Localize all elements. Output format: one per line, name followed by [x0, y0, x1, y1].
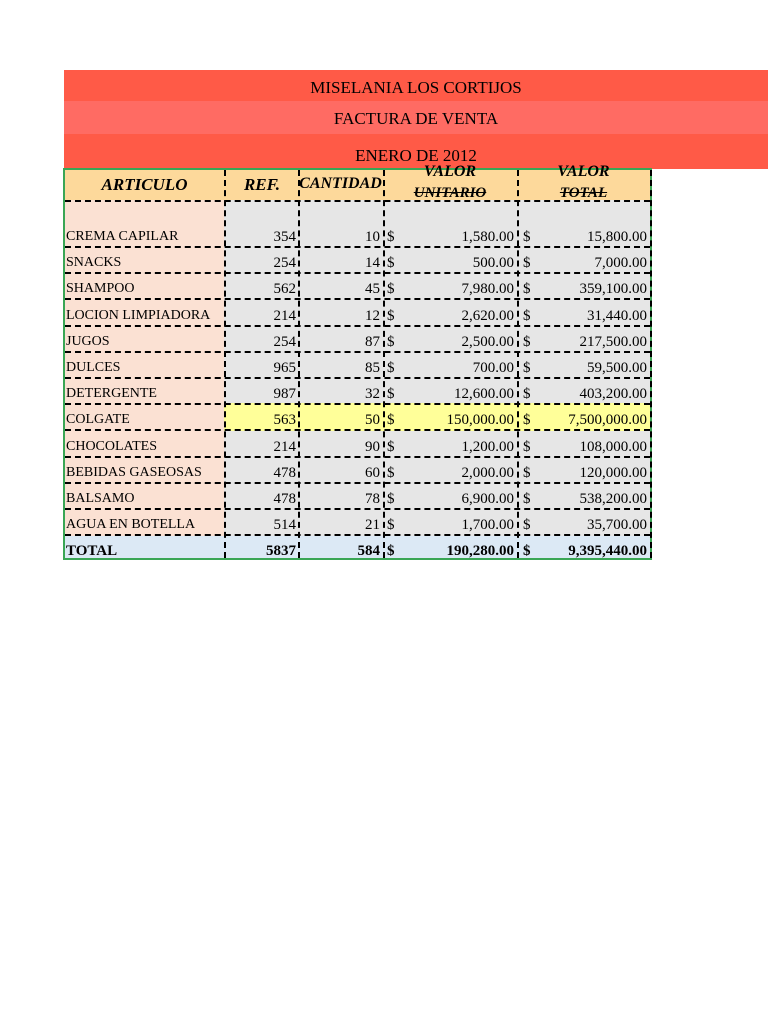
currency-symbol: $ — [387, 307, 395, 324]
currency-symbol: $ — [387, 491, 395, 507]
row-divider — [65, 482, 650, 484]
column-divider — [298, 170, 300, 558]
cantidad-cell: 60 — [365, 464, 380, 481]
table-row — [65, 405, 650, 431]
cantidad-cell: 12 — [365, 307, 380, 324]
valor-total-cell: 9,395,440.00 — [568, 543, 647, 560]
ref-cell: 562 — [273, 281, 296, 298]
ref-cell: 254 — [273, 255, 296, 272]
ref-cell: 965 — [273, 360, 296, 376]
cantidad-cell: 10 — [365, 229, 380, 245]
articulo-cell: DULCES — [66, 360, 121, 375]
row-divider — [65, 246, 650, 248]
column-divider — [224, 170, 226, 558]
currency-symbol: $ — [387, 464, 395, 481]
row-divider — [65, 351, 650, 353]
valor-total-cell: 15,800.00 — [587, 229, 647, 245]
store-title: MISELANIA LOS CORTIJOS — [310, 78, 522, 97]
currency-symbol: $ — [387, 281, 395, 298]
currency-symbol: $ — [387, 517, 395, 534]
row-divider — [65, 377, 650, 379]
currency-symbol: $ — [523, 517, 531, 534]
cantidad-cell: 45 — [365, 281, 380, 298]
table-row — [65, 353, 650, 379]
currency-symbol: $ — [523, 491, 531, 507]
valor-unitario-cell: 150,000.00 — [446, 412, 514, 429]
currency-symbol: $ — [387, 386, 395, 403]
currency-symbol: $ — [523, 229, 531, 245]
articulo-cell: JUGOS — [66, 333, 110, 349]
articulo-cell: TOTAL — [66, 543, 118, 560]
header-ref: REF. — [243, 175, 281, 194]
cantidad-cell: 14 — [365, 255, 380, 272]
table-row — [65, 301, 650, 327]
valor-total-cell: 403,200.00 — [579, 386, 647, 403]
row-divider — [65, 403, 650, 405]
table-row — [65, 248, 650, 274]
column-divider — [517, 170, 519, 558]
currency-symbol: $ — [523, 307, 531, 324]
currency-symbol: $ — [523, 464, 531, 481]
currency-symbol: $ — [387, 333, 395, 350]
header-cantidad: CANTIDAD — [299, 175, 382, 192]
cantidad-cell: 50 — [365, 412, 380, 429]
valor-unitario-cell: 2,500.00 — [461, 333, 514, 350]
row-divider — [65, 200, 650, 202]
ref-cell: 987 — [273, 386, 296, 403]
invoice-table — [63, 163, 652, 560]
header-valor-total-2: TOTAL — [559, 185, 608, 201]
currency-symbol: $ — [387, 360, 395, 376]
ref-cell: 254 — [273, 333, 296, 350]
row-divider — [65, 534, 650, 536]
subtitle-band — [64, 101, 768, 134]
cantidad-cell: 90 — [365, 438, 380, 455]
articulo-cell: DETERGENTE — [66, 386, 157, 402]
currency-symbol: $ — [523, 543, 531, 560]
valor-total-cell: 108,000.00 — [579, 438, 647, 455]
valor-unitario-cell: 2,000.00 — [461, 464, 514, 481]
articulo-cell: AGUA EN BOTELLA — [66, 517, 196, 533]
currency-symbol: $ — [387, 229, 395, 245]
row-divider — [65, 298, 650, 300]
title-band — [64, 70, 768, 101]
ref-cell: 214 — [273, 438, 296, 455]
ref-cell: 478 — [273, 464, 296, 481]
valor-unitario-cell: 190,280.00 — [446, 543, 514, 560]
currency-symbol: $ — [523, 255, 531, 272]
valor-total-cell: 359,100.00 — [579, 281, 647, 298]
ref-cell: 354 — [273, 229, 296, 245]
total-row — [65, 536, 650, 562]
valor-unitario-cell: 1,200.00 — [461, 438, 514, 455]
table-row — [65, 379, 650, 405]
valor-total-cell: 59,500.00 — [587, 360, 647, 376]
cantidad-cell: 85 — [365, 360, 380, 376]
invoice-subtitle: FACTURA DE VENTA — [333, 109, 499, 128]
header-valor-total-1: VALOR — [557, 163, 610, 180]
ref-cell: 5837 — [266, 543, 296, 560]
valor-total-cell: 217,500.00 — [579, 333, 647, 350]
valor-unitario-cell: 6,900.00 — [461, 491, 514, 507]
valor-unitario-cell: 1,700.00 — [461, 517, 514, 534]
currency-symbol: $ — [387, 438, 395, 455]
currency-symbol: $ — [523, 438, 531, 455]
table-row — [65, 484, 650, 510]
table-row — [65, 510, 650, 536]
currency-symbol: $ — [387, 255, 395, 272]
currency-symbol: $ — [523, 360, 531, 376]
currency-symbol: $ — [387, 543, 395, 560]
row-divider — [65, 272, 650, 274]
row-divider — [65, 456, 650, 458]
cantidad-cell: 87 — [365, 333, 380, 350]
table-row — [65, 327, 650, 353]
valor-total-cell: 7,000.00 — [594, 255, 647, 272]
valor-unitario-cell: 7,980.00 — [461, 281, 514, 298]
cantidad-cell: 21 — [365, 517, 380, 534]
invoice-date: ENERO DE 2012 — [355, 146, 477, 165]
currency-symbol: $ — [523, 333, 531, 350]
table-row — [65, 274, 650, 300]
articulo-cell: BALSAMO — [66, 491, 135, 506]
articulo-cell: BEBIDAS GASEOSAS — [66, 464, 202, 480]
ref-cell: 214 — [273, 307, 296, 324]
table-row — [65, 222, 650, 248]
row-divider — [65, 429, 650, 431]
valor-unitario-cell: 700.00 — [472, 360, 514, 376]
header-valor-unitario-2: UNITARIO — [413, 185, 487, 201]
articulo-cell: CHOCOLATES — [66, 438, 158, 454]
valor-total-cell: 31,440.00 — [587, 307, 647, 324]
ref-cell: 563 — [273, 412, 296, 429]
header-valor-unitario-1: VALOR — [423, 163, 477, 180]
column-divider — [383, 170, 385, 558]
row-divider — [65, 325, 650, 327]
currency-symbol: $ — [387, 412, 395, 429]
row-divider — [65, 508, 650, 510]
currency-symbol: $ — [523, 412, 531, 429]
header-articulo: ARTICULO — [101, 175, 188, 194]
articulo-cell: SHAMPOO — [66, 281, 135, 297]
cantidad-cell: 78 — [365, 491, 380, 507]
column-divider — [650, 170, 652, 558]
ref-cell: 514 — [273, 517, 296, 534]
currency-symbol: $ — [523, 386, 531, 403]
currency-symbol: $ — [523, 281, 531, 298]
articulo-cell: SNACKS — [66, 255, 122, 271]
ref-cell: 478 — [273, 491, 296, 507]
cantidad-cell: 32 — [365, 386, 380, 403]
valor-unitario-cell: 500.00 — [472, 255, 514, 272]
valor-total-cell: 35,700.00 — [587, 517, 647, 534]
valor-unitario-cell: 12,600.00 — [454, 386, 514, 403]
valor-total-cell: 120,000.00 — [579, 464, 647, 481]
table-row — [65, 458, 650, 484]
table-row — [65, 432, 650, 458]
valor-unitario-cell: 1,580.00 — [461, 229, 514, 245]
valor-total-cell: 7,500,000.00 — [568, 412, 647, 429]
articulo-cell: COLGATE — [66, 412, 130, 428]
valor-total-cell: 538,200.00 — [579, 491, 647, 507]
articulo-cell: CREMA CAPILAR — [66, 229, 179, 244]
valor-unitario-cell: 2,620.00 — [461, 307, 514, 324]
cantidad-cell: 584 — [357, 543, 380, 560]
articulo-cell: LOCION LIMPIADORA — [66, 307, 211, 323]
